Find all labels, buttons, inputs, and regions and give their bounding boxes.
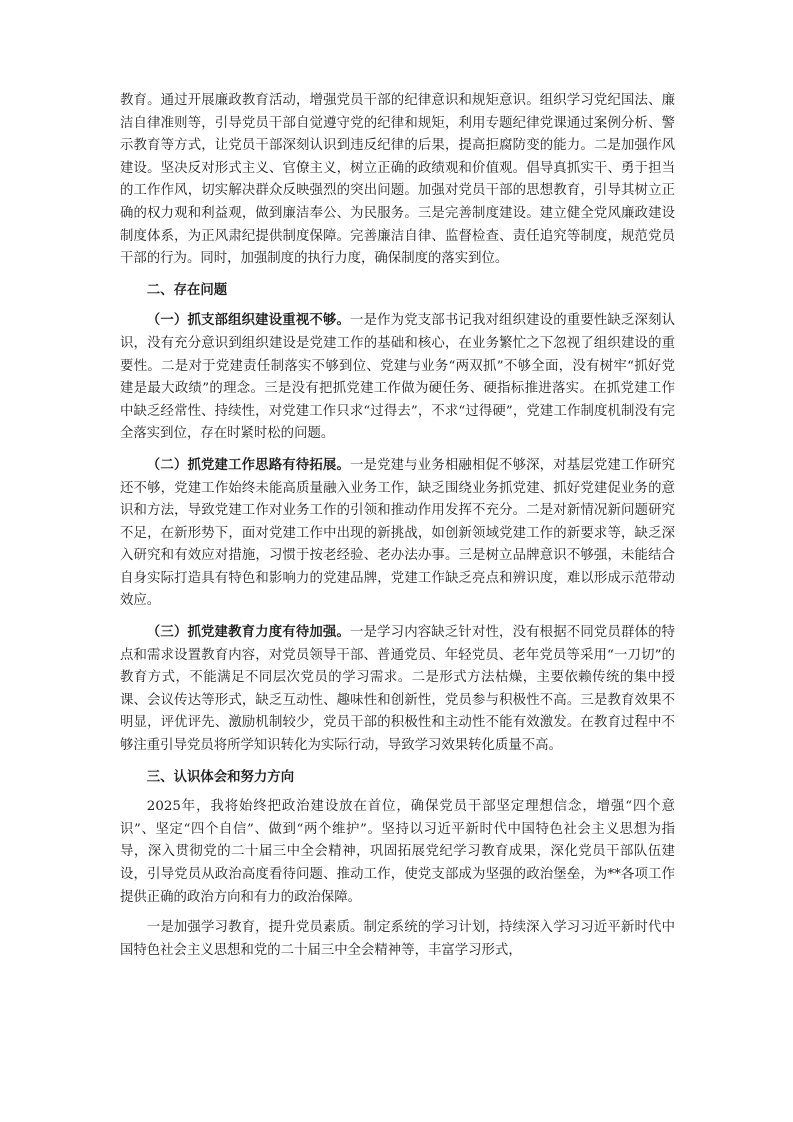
problem-item-1-body: 一是作为党支部书记我对组织建设的重要性缺乏深刻认识，没有充分意识到组织建设是党建工作的基础和核心，在业务繁忙之下忽视了组织建设的重要性。二是对于党建责任制落实不够到位、党建与业务“两双抓”不够全面，没有树牢“抓好党建是最大政绩”的理念。三是没有把抓党建工作做为硬任务、硬指标推进落实。在抓党建工作中缺乏经常性、持续性，对党建工作只求“过得去”，不求“过得硬”，党建工作制度机制没有完全落实到位，存在时紧时松的问题。 bbox=[120, 313, 676, 442]
direction-paragraph-2: 一是加强学习教育，提升党员素质。制定系统的学习计划，持续深入学习习近平新时代中国特色社会主义思想和党的二十届三中全会精神等，丰富学习形式， bbox=[120, 920, 675, 958]
problem-item-3-lead: （三）抓党建教育力度有待加强。 bbox=[146, 624, 351, 641]
section-heading-direction: 三、认识体会和努力方向 bbox=[146, 768, 295, 785]
problem-item-3-body: 一是学习内容缺乏针对性，没有根据不同党员群体的特点和需求设置教育内容，对党员领导干部、普通党员、年轻党员、老年党员等采用“一刀切”的教育方式，不能满足不同层次党员的学习需求。二是形式方法枯燥，主要依赖传统的集中授课、会议传达等形式，缺乏互动性、趣味性和创新性，党员参与积极性不高。三是教育效果不明显，评优评先、激励机制较少，党员干部的积极性和主动性不能有效激发。在教育过程中不够注重引导党员将所学知识转化为实际行动，导致学习效果转化质量不高。 bbox=[120, 625, 676, 754]
problem-item-1-lead: （一）抓支部组织建设重视不够。 bbox=[146, 312, 351, 329]
direction-paragraph-1: 2025年，我将始终把政治建设放在首位，确保党员干部坚定理想信念，增强“四个意识”、坚定“四个自信”、做到“两个维护”。坚持以习近平新时代中国特色社会主义思想为指导，深入贯彻党的二十届三中全会精神，巩固拓展党纪学习教育成果，深化党员干部队伍建设，引导党员从政治高度看待问题、推动工作，使党支部成为坚强的政治堡垒，为**各项工作提供正确的政治方向和有力的政治保障。 bbox=[120, 799, 675, 905]
document-page bbox=[120, 90, 675, 962]
problem-item-3 bbox=[120, 621, 675, 758]
problem-item-2 bbox=[120, 454, 675, 613]
problem-item-2-lead: （二）抓党建工作思路有待拓展。 bbox=[146, 456, 351, 473]
problem-item-1 bbox=[120, 309, 675, 446]
intro-paragraph: 教育。通过开展廉政教育活动，增强党员干部的纪律意识和规矩意识。组织学习党纪国法、廉洁自律准则等，引导党员干部自觉遵守党的纪律和规矩，利用专题纪律党课通过案例分析、警示教育等方式，让党员干部深刻认识到违反纪律的后果，提高拒腐防变的能力。二是加强作风建设。坚决反对形式主义、官僚主义，树立正确的政绩观和价值观。倡导真抓实干、勇于担当的工作作风，切实解决群众反映强烈的突出问题。加强对党员干部的思想教育，引导其树立正确的权力观和利益观，做到廉洁奉公、为民服务。三是完善制度建设。建立健全党风廉政建设制度体系，为正风肃纪提供制度保障。完善廉洁自律、监督检查、责任追究等制度，规范党员干部的行为。同时，加强制度的执行力度，确保制度的落实到位。 bbox=[120, 93, 675, 267]
section-heading-problems: 二、存在问题 bbox=[146, 281, 228, 298]
problem-item-2-body: 一是党建与业务相融相促不够深，对基层党建工作研究还不够，党建工作始终未能高质量融入业务工作，缺乏围绕业务抓党建、抓好党建促业务的意识和方法，导致党建工作对业务工作的引领和推动作用发挥不充分。二是对新情况新问题研究不足，在新形势下，面对党建工作中出现的新挑战，如创新领域党建工作的新要求等，缺乏深入研究和有效应对措施，习惯于按老经验、老办法办事。三是树立品牌意识不够强，未能结合自身实际打造具有特色和影响力的党建品牌，党建工作缺乏亮点和辨识度，难以形成示范带动效应。 bbox=[120, 457, 676, 609]
